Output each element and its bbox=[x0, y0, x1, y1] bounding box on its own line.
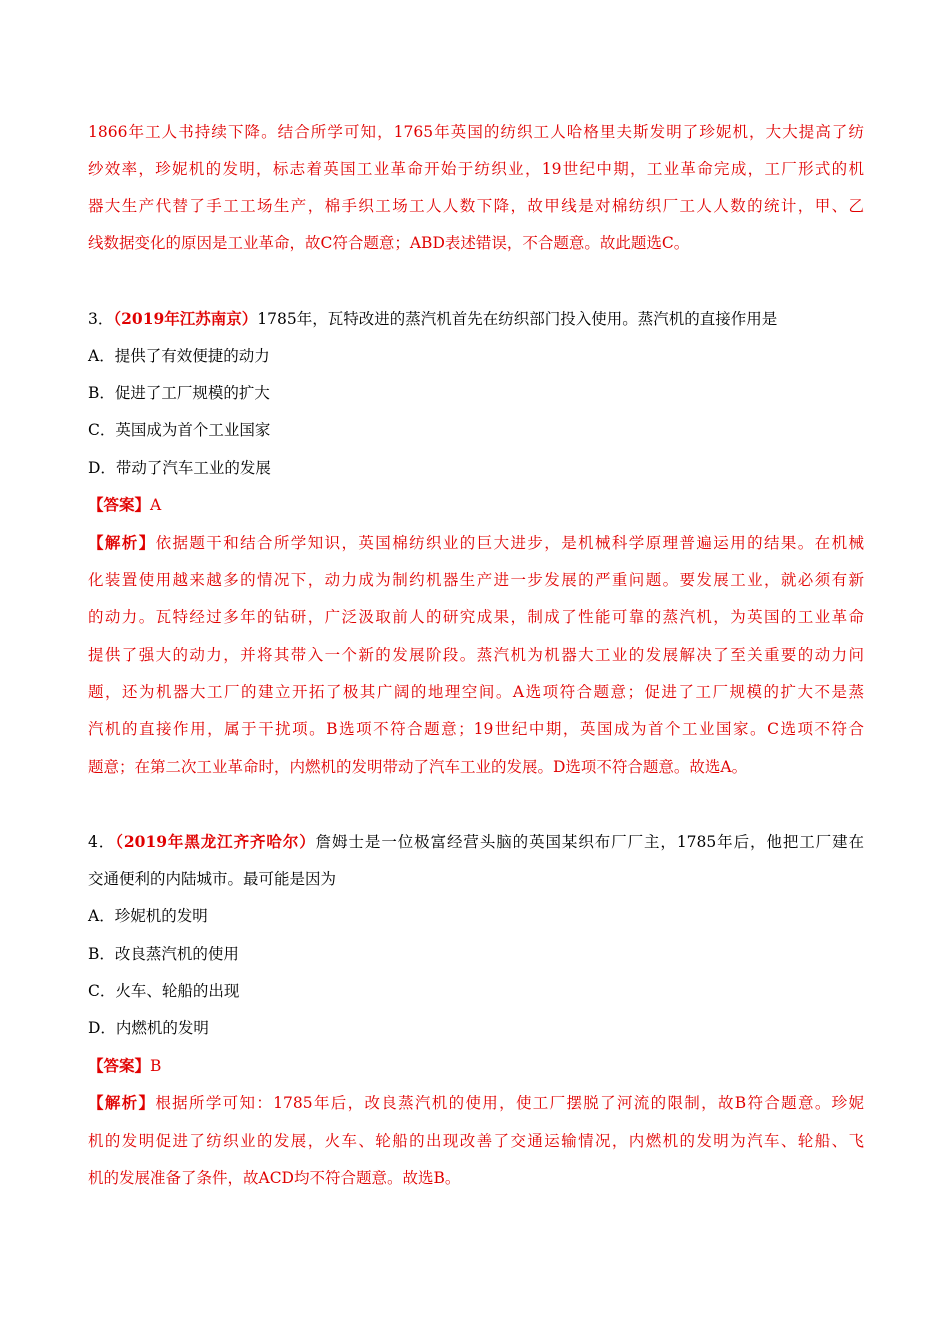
q3-option-a: A．提供了有效便捷的动力 bbox=[88, 347, 270, 365]
q3-analysis-line bbox=[88, 533, 864, 553]
q3-stem-text: 1785年，瓦特改进的蒸汽机首先在纺织部门投入使用。蒸汽机的直接作用是 bbox=[257, 310, 778, 328]
q3-analysis-line: 题，还为机器大工厂的建立开拓了极其广阔的地理空间。A选项符合题意；促进了工厂规模的扩大不是蒸 bbox=[88, 683, 864, 701]
q4-answer-label: 【答案】 bbox=[88, 1056, 151, 1075]
q3-option-b: B．促进了工厂规模的扩大 bbox=[88, 384, 270, 402]
q3-option-d: D．带动了汽车工业的发展 bbox=[88, 459, 271, 477]
q4-answer-value: B bbox=[150, 1057, 162, 1075]
q4-analysis-label: 【解析】 bbox=[88, 1093, 156, 1112]
q2-analysis-line: 线数据变化的原因是工业革命，故C符合题意；ABD表述错误，不合题意。故此题选C。 bbox=[88, 234, 690, 252]
q4-analysis-line: 机的发明促进了纺织业的发展，火车、轮船的出现改善了交通运输情况，内燃机的发明为汽车、轮船、飞 bbox=[88, 1132, 864, 1150]
q4-analysis-line bbox=[88, 1093, 864, 1113]
q4-analysis-text: 根据所学可知：1785年后，改良蒸汽机的使用，使工厂摆脱了河流的限制，故B符合题意。珍妮 bbox=[155, 1094, 864, 1112]
q4-option-d: D．内燃机的发明 bbox=[88, 1019, 209, 1037]
q4-option-a: A．珍妮机的发明 bbox=[88, 907, 208, 925]
q4-stem-text: 詹姆士是一位极富经营头脑的英国某织布厂厂主，1785年后，他把工厂建在 bbox=[315, 833, 865, 851]
q3-analysis-line: 化装置使用越来越多的情况下，动力成为制约机器生产进一步发展的严重问题。要发展工业，就必须有新 bbox=[88, 571, 864, 589]
q3-analysis-line: 的动力。瓦特经过多年的钻研，广泛汲取前人的研究成果，制成了性能可靠的蒸汽机，为英国的工业革命 bbox=[88, 608, 864, 626]
q2-analysis-line: 器大生产代替了手工工场生产，棉手织工场工人人数下降，故甲线是对棉纺织厂工人人数的统计，甲、乙 bbox=[88, 197, 864, 215]
q4-source: （2019年黑龙江齐齐哈尔） bbox=[115, 832, 316, 851]
q3-answer-value: A bbox=[150, 496, 162, 514]
q2-analysis-line: 纱效率，珍妮机的发明，标志着英国工业革命开始于纺织业，19世纪中期，工业革命完成，工厂形式的机 bbox=[88, 160, 864, 178]
q3-option-c: C．英国成为首个工业国家 bbox=[88, 421, 271, 439]
q4-answer bbox=[88, 1056, 864, 1076]
q3-analysis-line: 汽机的直接作用，属于干扰项。B选项不符合题意；19世纪中期，英国成为首个工业国家。C选项不符合 bbox=[88, 720, 864, 738]
q4-stem-line2: 交通便利的内陆城市。最可能是因为 bbox=[88, 870, 337, 888]
q3-answer-label: 【答案】 bbox=[88, 495, 151, 514]
q3-analysis-text: 依据题干和结合所学知识，英国棉纺织业的巨大进步，是机械科学原理普遍运用的结果。在机械 bbox=[155, 534, 864, 552]
q4-analysis-line: 机的发展准备了条件，故ACD均不符合题意。故选B。 bbox=[88, 1169, 461, 1187]
q2-analysis-line: 1866年工人书持续下降。结合所学可知，1765年英国的纺织工人哈格里夫斯发明了珍妮机，大大提高了纺 bbox=[88, 123, 864, 141]
q4-option-c: C．火车、轮船的出现 bbox=[88, 982, 240, 1000]
q4-stem bbox=[88, 832, 864, 852]
q3-source: （2019年江苏南京） bbox=[113, 309, 258, 328]
q3-stem bbox=[88, 309, 864, 329]
q3-analysis-line: 题意；在第二次工业革命时，内燃机的发明带动了汽车工业的发展。D选项不符合题意。故选A。 bbox=[88, 758, 748, 776]
q3-number: 3． bbox=[88, 310, 114, 328]
q3-analysis-label: 【解析】 bbox=[88, 533, 156, 552]
q3-analysis-line: 提供了强大的动力，并将其带入一个新的发展阶段。蒸汽机为机器大工业的发展解决了至关重要的动力问 bbox=[88, 646, 864, 664]
q4-number: 4． bbox=[88, 833, 116, 851]
q4-option-b: B．改良蒸汽机的使用 bbox=[88, 945, 239, 963]
q3-answer bbox=[88, 495, 864, 515]
